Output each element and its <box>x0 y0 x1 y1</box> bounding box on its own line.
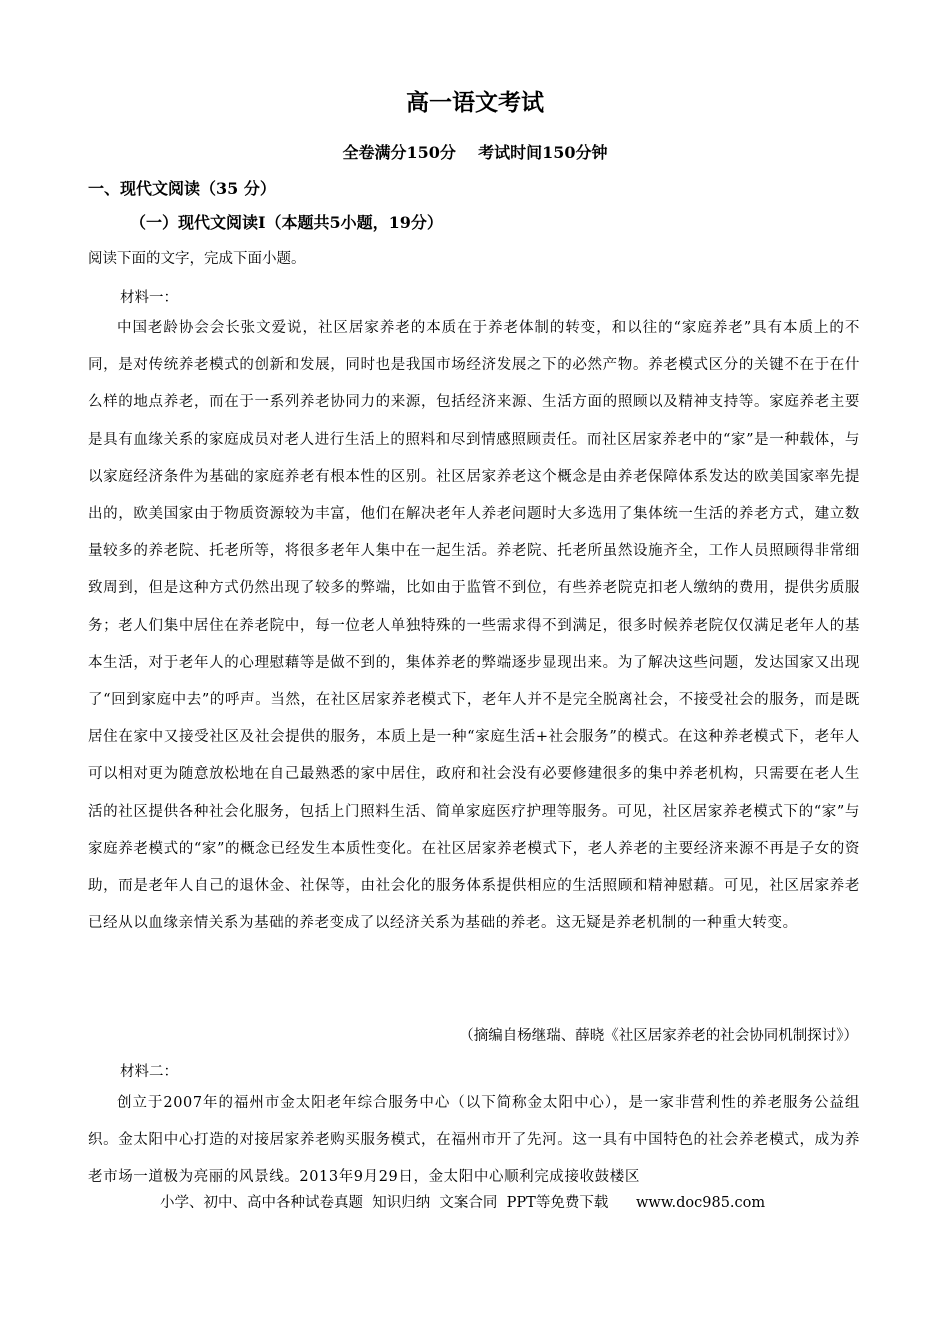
material1-label: 材料一： <box>120 290 178 306</box>
exam-subtitle: 全卷满分150分 考试时间150分钟 <box>342 143 608 162</box>
sub-heading: （一）现代文阅读Ⅰ（本题共5小题，19分） <box>130 213 443 232</box>
material1-body: 中国老龄协会会长张文爱说，社区居家养老的本质在于养老体制的转变，和以往的“家庭养老”具有本质上的不同，是对传统养老模式的创新和发展，同时也是我国市场经济发展之下的必然产物。养老模式区分的关键不在于在什么样的地点养老，而在于一系列养老协同力的来源，包括经济来源、生活方面的照顾以及精神支持等。家庭养老主要是具有血缘关系的家庭成员对老人进行生活上的照料和尽到情感照顾责任。而社区居家养老中的“家”是一种载体，与以家庭经济条件为基础的家庭养老有根本性的区别。社区居家养老这个概念是由养老保障体系发达的欧美国家率先提出的，欧美国家由于物质资源较为丰富，他们在解决老年人养老问题时大多选用了集体统一生活的养老方式，建立数量较多的养老院、托老所等，将很多老年人集中在一起生活。养老院、托老所虽然设施齐全，工作人员照顾得非常细致周到，但是这种方式仍然出现了较多的弊端，比如由于监管不到位，有些养老院克扣老人缴纳的费用，提供劣质服务；老人们集中居住在养老院中，每一位老人单独特殊的一些需求得不到满足，很多时候养老院仅仅满足老年人的基本生活，对于老年人的心理慰藉等是做不到的，集体养老的弊端逐步显现出来。为了解决这些问题，发达国家又出现了“回到家庭中去”的呼声。当然，在社区居家养老模式下，老年人并不是完全脱离社会，不接受社会的服务，而是既居住在家中又接受社区及社会提供的服务，本质上是一种“家庭生活+社会服务”的模式。在这种养老模式下，老年人可以相对更为随意放松地在自己最熟悉的家中居住，政府和社会没有必要修建很多的集中养老机构，只需要在老人生活的社区提供各种社会化服务，包括上门照料生活、简单家庭医疗护理等服务。可见，社区居家养老模式下的“家”与家庭养老模式的“家”的概念已经发生本质性变化。在社区居家养老模式下，老人养老的主要经济来源不再是子女的资助，而是老年人自己的退休金、社保等，由社会化的服务体系提供相应的生活照顾和精神慰藉。可见，社区居家养老已经从以血缘亲情关系为基础的养老变成了以经济关系为基础的养老。这无疑是养老机制的一种重大转变。 <box>88 320 860 932</box>
exam-title: 高一语文考试 <box>406 89 544 116</box>
material1-source: （摘编自杨继瑞、薛晓《社区居家养老的社会协同机制探讨》） <box>459 1028 858 1044</box>
instruction-text: 阅读下面的文字，完成下面小题。 <box>88 251 306 267</box>
material2-body: 创立于2007年的福州市金太阳老年综合服务中心（以下简称金太阳中心），是一家非营利性的养老服务公益组织。金太阳中心打造的对接居家养老购买服务模式，在福州市开了先河。这一具有中国特色的社会养老模式，成为养老市场一道极为亮丽的风景线。2013年9月29日，金太阳中心顺利完成接收鼓楼区 <box>88 1095 860 1186</box>
page-footer: 小学、初中、高中各种试卷真题 知识归纳 文案合同 PPT等免费下载 www.doc985.com <box>160 1195 766 1211</box>
material2-label: 材料二： <box>120 1064 178 1080</box>
section-heading: 一、现代文阅读（35 分） <box>88 179 276 198</box>
